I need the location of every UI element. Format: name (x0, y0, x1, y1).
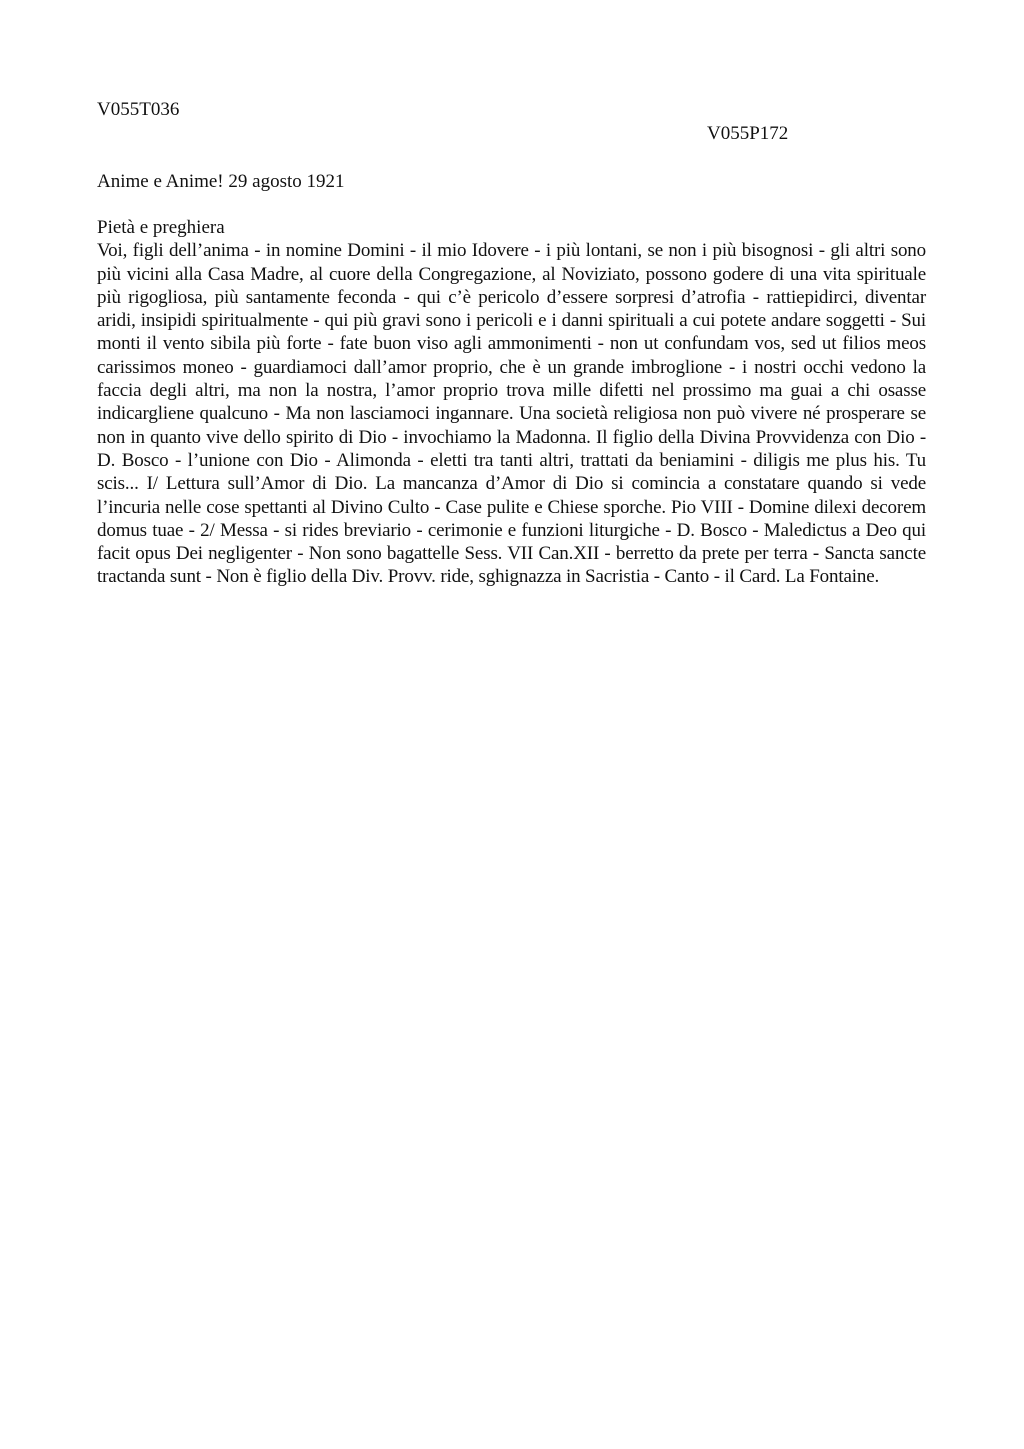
document-id: V055T036 (97, 99, 180, 120)
document-title: Anime e Anime! 29 agosto 1921 (97, 171, 345, 192)
section (97, 216, 926, 589)
section-heading: Pietà e preghiera (97, 217, 225, 238)
section-body: Voi, figli dell’anima - in nomine Domini - il mio Idovere - i più lontani, se non i più bisognosi - gli altri sono più vicini alla Casa Madre, al cuore della Congregazione, al Noviziato, possono godere di una vita spirituale più rigogliosa, più santamente feconda - qui c’è pericolo d’essere sorpresi d’atrofia - rattiepidirci, diventar aridi, insipidi spiritualmente - qui più gravi sono i pericoli e i danni spirituali a cui potete andare soggetti - Sui monti il vento sibila più forte - fate buon viso agli ammonimenti - non ut confundam vos, sed ut filios meos carissimos moneo - guardiamoci dall’amor proprio, che è un grande imbroglione - i nostri occhi vedono la faccia degli altri, ma non la nostra, l’amor proprio trova mille difetti nel prossimo ma guai a chi osasse indicargliene qualcuno - Ma non lasciamoci ingannare. Una società religiosa non può vivere né prosperare se non in quanto vive dello spirito di Dio - invochiamo la Madonna. Il figlio della Divina Provvidenza con Dio - D. Bosco - l’unione con Dio - Alimonda - eletti tra tanti altri, trattati da beniamini - diligis me plus his. Tu scis... I/ Lettura sull’Amor di Dio. La mancanza d’Amor di Dio si comincia a constatare quando si vede l’incuria nelle cose spettanti al Divino Culto - Case pulite e Chiese sporche. Pio VIII - Domine dilexi decorem domus tuae - 2/ Messa - si rides breviario - cerimonie e funzioni liturgiche - D. Bosco - Maledictus a Deo qui facit opus Dei negligenter - Non sono bagattelle Sess. VII Can.XII - berretto da prete per terra - Sancta sancte tractanda sunt - Non è figlio della Div. Provv. ride, sghignazza in Sacristia - Canto - il Card. La Fontaine. (97, 240, 926, 588)
page-id: V055P172 (707, 123, 789, 144)
